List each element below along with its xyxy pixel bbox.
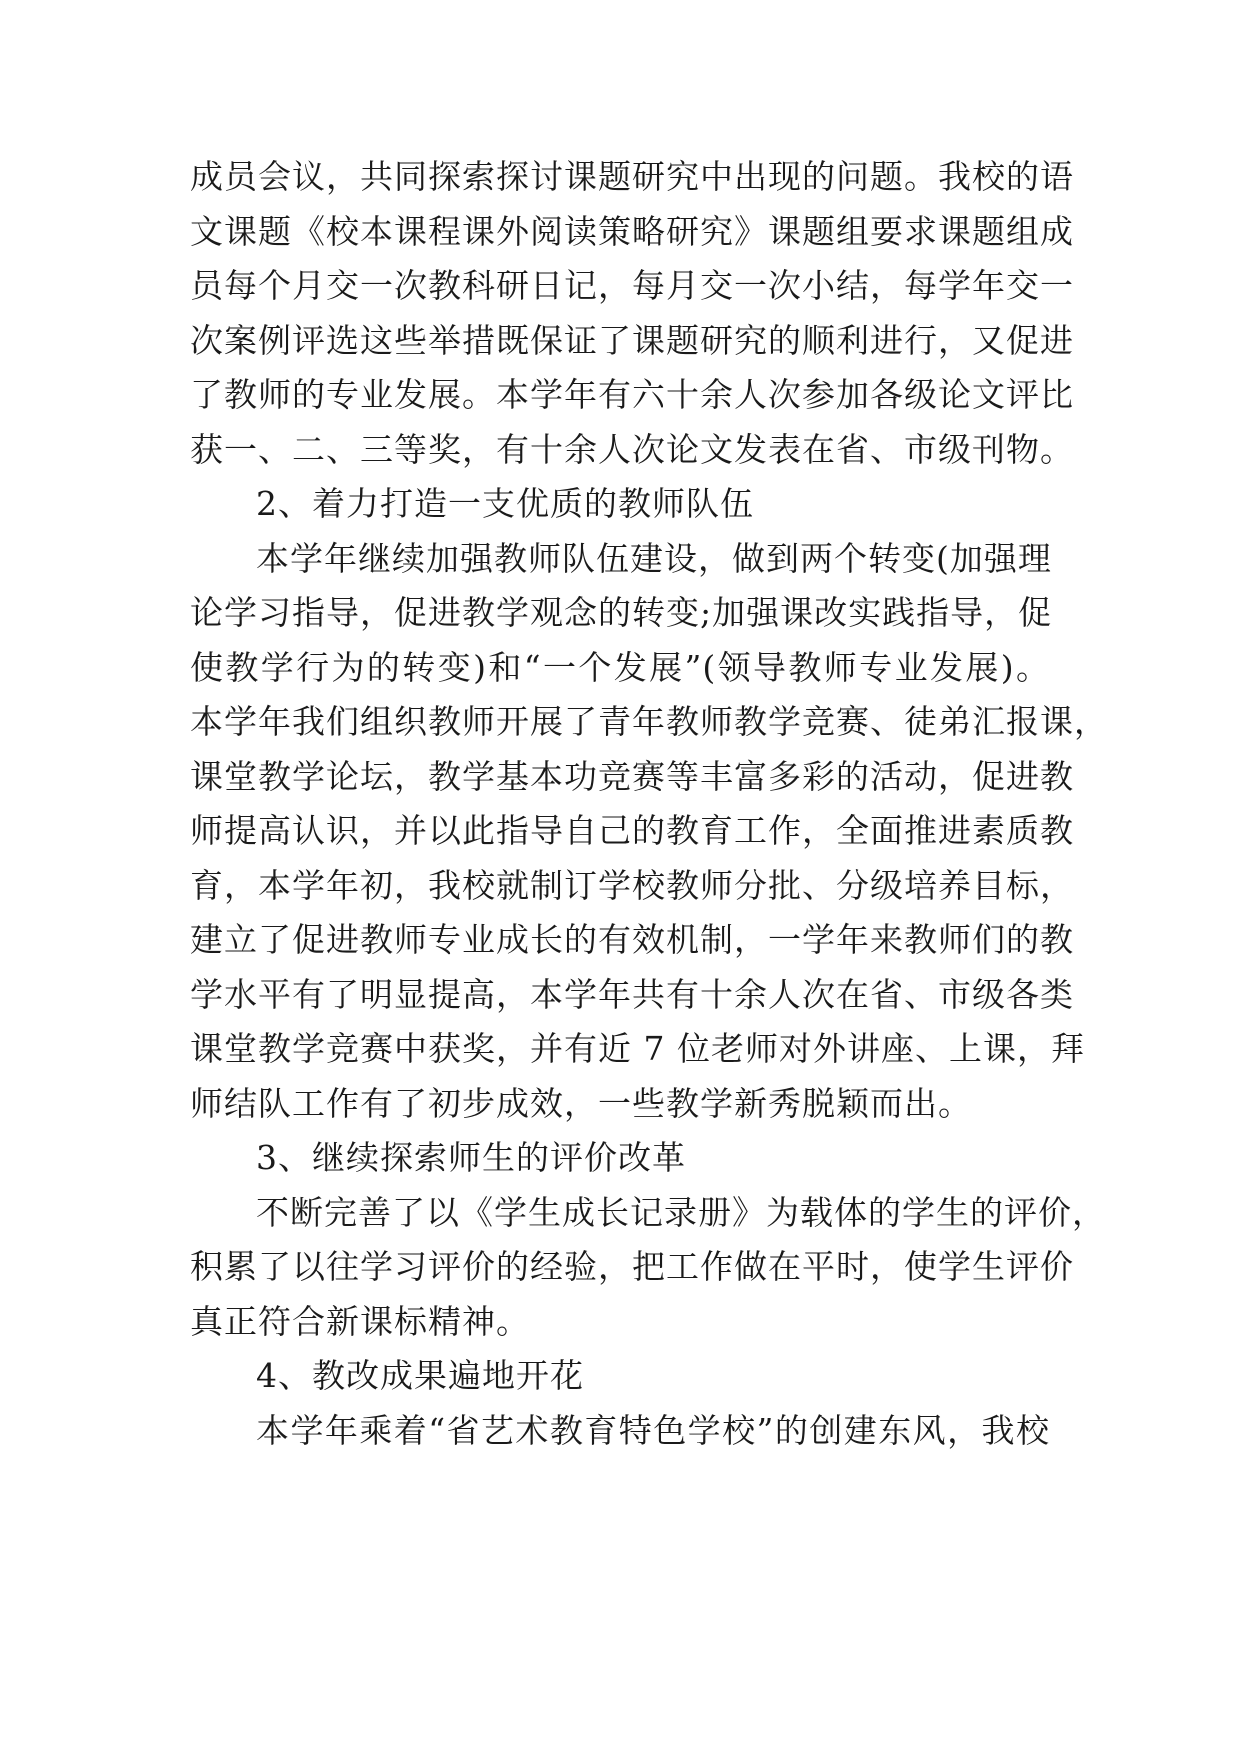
section-heading: 3、继续探索师生的评价改革 <box>256 1138 686 1177</box>
text-line: 成员会议，共同探索探讨课题研究中出现的问题。我校的语 <box>190 157 1074 196</box>
text-line: 使教学行为的转变)和“一个发展”(领导教师专业发展)。 <box>190 647 1050 687</box>
document-page <box>190 150 1108 1458</box>
text-line: 课堂教学竞赛中获奖，并有近 7 位老师对外讲座、上课，拜 <box>190 1029 1085 1068</box>
text-line: 育，本学年初，我校就制订学校教师分批、分级培养目标， <box>190 865 1074 905</box>
text-line: 师提高认识，并以此指导自己的教育工作，全面推进素质教 <box>190 811 1074 850</box>
paragraph-start-line: 本学年继续加强教师队伍建设，做到两个转变(加强理 <box>256 538 1052 578</box>
text-line: 员每个月交一次教科研日记，每月交一次小结，每学年交一 <box>190 266 1074 305</box>
section-heading: 2、着力打造一支优质的教师队伍 <box>256 484 754 523</box>
text-line: 获一、二、三等奖，有十余人次论文发表在省、市级刊物。 <box>190 429 1074 469</box>
text-line: 建立了促进教师专业成长的有效机制，一学年来教师们的教 <box>190 920 1074 959</box>
text-line: 学水平有了明显提高，本学年共有十余人次在省、市级各类 <box>190 974 1074 1014</box>
text-line: 师结队工作有了初步成效，一些教学新秀脱颖而出。 <box>190 1083 972 1123</box>
text-line: 次案例评选这些举措既保证了课题研究的顺利进行，又促进 <box>190 320 1074 360</box>
section-heading: 4、教改成果遍地开花 <box>256 1356 584 1395</box>
text-line: 了教师的专业发展。本学年有六十余人次参加各级论文评比 <box>190 375 1074 414</box>
text-line: 积累了以往学习评价的经验，把工作做在平时，使学生评价 <box>190 1247 1074 1286</box>
text-line: 本学年我们组织教师开展了青年教师教学竞赛、徒弟汇报课， <box>190 702 1108 741</box>
text-line: 文课题《校本课程课外阅读策略研究》课题组要求课题组成 <box>190 211 1074 251</box>
paragraph-start-line: 本学年乘着“省艺术教育特色学校”的创建东风，我校 <box>256 1410 1050 1450</box>
text-line: 论学习指导，促进教学观念的转变;加强课改实践指导，促 <box>190 593 1053 632</box>
text-line: 真正符合新课标精神。 <box>190 1301 530 1341</box>
paragraph-start-line: 不断完善了以《学生成长记录册》为载体的学生的评价， <box>256 1192 1106 1232</box>
text-line: 课堂教学论坛，教学基本功竞赛等丰富多彩的活动，促进教 <box>190 756 1074 796</box>
